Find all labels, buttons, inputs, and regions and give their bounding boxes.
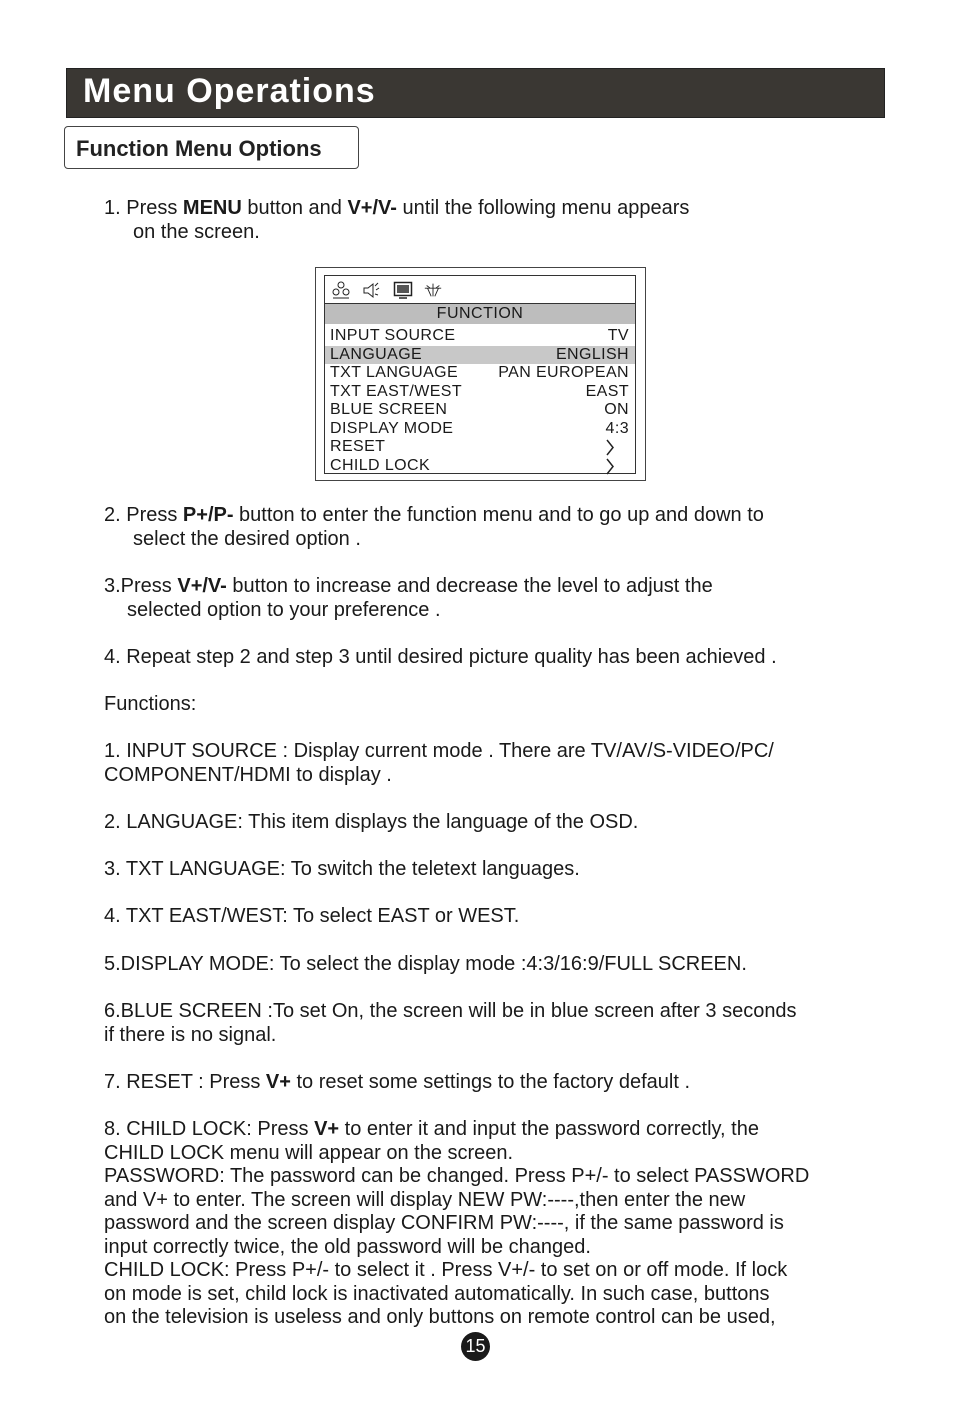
function-2: 2. LANGUAGE: This item displays the language of the OSD.: [104, 811, 639, 833]
menu-row-label: BLUE SCREEN: [330, 401, 448, 418]
function-8-line-5: password and the screen display CONFIRM PW:----, if the same password is: [104, 1212, 784, 1234]
step-4: 4. Repeat step 2 and step 3 until desired picture quality has been achieved .: [104, 646, 777, 668]
sound-icon: [361, 280, 381, 300]
page-title-bar: [66, 68, 885, 118]
step-1-key-volume: V+/V-: [347, 197, 397, 219]
menu-row-child-lock[interactable]: [325, 457, 635, 476]
menu-row-label: INPUT SOURCE: [330, 327, 456, 344]
tv-icon: [393, 280, 413, 300]
function-8-line-9: on the television is useless and only buttons on remote control can be used,: [104, 1306, 776, 1328]
step-2-text: 2. Press: [104, 504, 183, 526]
step-2-key-channel: P+/P-: [182, 504, 234, 526]
function-icon: [423, 280, 443, 300]
menu-icon-row: [325, 276, 635, 304]
step-1-text: 1. Press: [104, 197, 183, 219]
picture-icon: [331, 280, 351, 300]
step-3-key-volume: V+/V-: [177, 575, 227, 597]
function-7-key: V+: [265, 1071, 291, 1093]
function-7: [104, 1071, 690, 1095]
function-4: 4. TXT EAST/WEST: To select EAST or WEST.: [104, 905, 520, 927]
step-3: [104, 575, 713, 622]
menu-row-txt-language[interactable]: [325, 364, 635, 383]
function-8: [104, 1118, 809, 1330]
function-8-key: V+: [314, 1118, 340, 1140]
menu-row-blue-screen[interactable]: [325, 401, 635, 420]
step-2-line-2: select the desired option .: [133, 527, 361, 550]
menu-row-reset[interactable]: [325, 438, 635, 457]
section-title-box: [64, 126, 359, 169]
menu-row-label: RESET: [330, 438, 386, 455]
step-1: [104, 197, 689, 244]
page-number: 15: [461, 1332, 490, 1361]
step-3-line-2: selected option to your preference .: [127, 598, 441, 621]
function-8-text: 8. CHILD LOCK: Press: [104, 1118, 315, 1140]
functions-heading: Functions:: [104, 693, 197, 715]
menu-row-label: TXT LANGUAGE: [330, 364, 459, 381]
chevron-right-icon: [605, 439, 615, 456]
function-7-text: 7. RESET : Press: [104, 1071, 266, 1093]
osd-function-menu: [324, 275, 636, 474]
step-1-key-menu: MENU: [182, 197, 242, 219]
function-8-line-8: on mode is set, child lock is inactivated automatically. In such case, buttons: [104, 1282, 770, 1305]
function-8-line-3: PASSWORD: The password can be changed. Press P+/- to select PASSWORD: [104, 1165, 810, 1187]
menu-row-value: ON: [604, 401, 629, 418]
menu-header: FUNCTION: [325, 304, 635, 324]
menu-row-value: PAN EUROPEAN: [498, 364, 629, 381]
step-1-text-post: until the following menu appears: [396, 197, 690, 219]
page-title: Menu Operations: [83, 72, 376, 110]
step-2: [104, 504, 764, 551]
menu-row-value: TV: [607, 327, 629, 344]
function-8-line-6: input correctly twice, the old password will be changed.: [104, 1235, 591, 1258]
menu-row-txt-east-west[interactable]: [325, 383, 635, 402]
function-6-line-1: 6.BLUE SCREEN :To set On, the screen will be in blue screen after 3 seconds: [104, 1000, 797, 1022]
function-8-line-2: CHILD LOCK menu will appear on the screen.: [104, 1141, 514, 1164]
function-6-line-2: if there is no signal.: [104, 1023, 277, 1046]
menu-row-value: EAST: [585, 382, 629, 400]
step-3-text: 3.Press: [104, 575, 178, 597]
menu-row-value: ENGLISH: [555, 345, 629, 363]
function-8-line-7: CHILD LOCK: Press P+/- to select it . Press V+/- to set on or off mode. If lock: [104, 1259, 788, 1281]
menu-row-label: TXT EAST/WEST: [330, 382, 463, 400]
menu-row-label: CHILD LOCK: [330, 456, 431, 474]
function-6: [104, 1000, 797, 1047]
step-3-text-post: button to increase and decrease the level to adjust the: [226, 575, 713, 597]
menu-row-input-source[interactable]: [325, 327, 635, 346]
step-2-text-post: button to enter the function menu and to go up and down to: [233, 504, 764, 526]
function-1-line-1: 1. INPUT SOURCE : Display current mode . There are TV/AV/S-VIDEO/PC/: [104, 740, 774, 762]
menu-row-language[interactable]: [325, 346, 635, 365]
function-8-text-post: to enter it and input the password correctly, the: [339, 1118, 759, 1140]
step-1-text-mid: button and: [241, 197, 348, 219]
function-7-text-post: to reset some settings to the factory default .: [290, 1071, 691, 1093]
step-1-line-2: on the screen.: [133, 220, 260, 243]
section-title: Function Menu Options: [76, 136, 322, 161]
function-8-line-4: and V+ to enter. The screen will display NEW PW:----,then enter the new: [104, 1188, 746, 1211]
menu-row-value: 4:3: [605, 419, 629, 437]
chevron-right-icon: [605, 458, 615, 475]
menu-row-label: DISPLAY MODE: [330, 419, 454, 437]
function-1-line-2: COMPONENT/HDMI to display .: [104, 763, 392, 786]
menu-row-display-mode[interactable]: [325, 420, 635, 439]
function-3: 3. TXT LANGUAGE: To switch the teletext languages.: [104, 858, 580, 880]
menu-row-label: LANGUAGE: [330, 345, 423, 363]
function-1: [104, 740, 774, 787]
function-5: 5.DISPLAY MODE: To select the display mode :4:3/16:9/FULL SCREEN.: [104, 953, 747, 975]
